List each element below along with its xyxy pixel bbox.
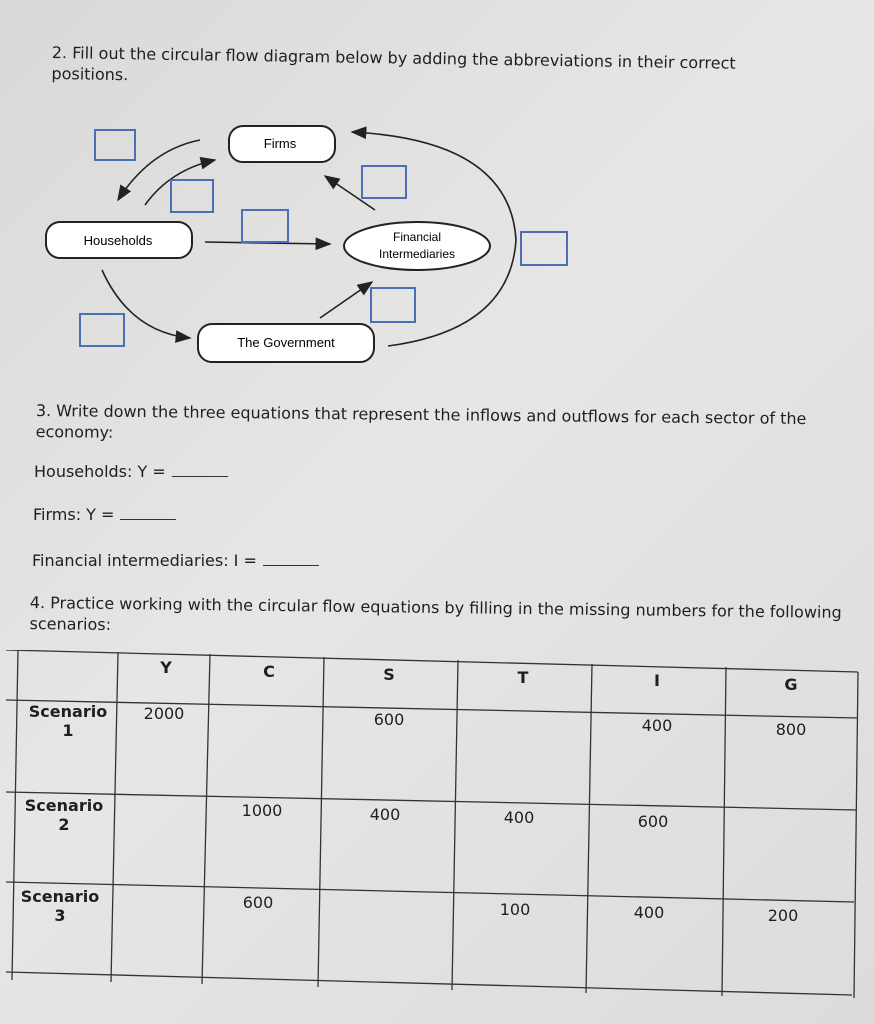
answer-box-1[interactable]	[95, 130, 135, 160]
scenario-3-g[interactable]: 200	[767, 906, 799, 925]
arrow-households-to-government	[102, 270, 190, 338]
financial-label-line2: Intermediaries	[378, 247, 456, 261]
households-equation-label: Households: Y =	[34, 462, 166, 481]
scenario-3-label-line1: Scenario	[20, 887, 100, 906]
scenario-3-c[interactable]: 600	[242, 893, 274, 912]
financial-label-line1: Financial	[392, 230, 442, 244]
arrow-government-to-financial	[320, 282, 372, 318]
firms-equation	[33, 505, 176, 524]
question-2-text: 2. Fill out the circular flow diagram below by adding the abbreviations in their correct positions.	[51, 42, 736, 85]
arrow-financial-to-firms	[325, 176, 375, 210]
question-3-text: 3. Write down the three equations that represent the inflows and outflows for each sector of the economy:	[35, 400, 807, 442]
firms-equation-blank[interactable]	[120, 505, 176, 520]
header-i: I	[654, 671, 660, 690]
answer-box-3[interactable]	[362, 166, 406, 198]
scenario-2-label-line2: 2	[58, 815, 70, 834]
scenario-3-label	[12, 887, 108, 925]
answer-box-4[interactable]	[242, 210, 288, 242]
header-g: G	[784, 675, 798, 694]
scenario-2-t[interactable]: 400	[503, 808, 535, 827]
scenario-1-s[interactable]: 600	[373, 710, 405, 729]
scenario-1-label-line2: 1	[62, 721, 74, 740]
scenario-3-i[interactable]: 400	[633, 903, 665, 922]
scenario-1-i[interactable]: 400	[641, 716, 673, 735]
government-node	[198, 324, 374, 362]
header-y: Y	[160, 658, 172, 677]
scenario-table	[6, 650, 860, 1000]
scenario-3-label-line2: 3	[54, 906, 66, 925]
answer-box-7[interactable]	[371, 288, 415, 322]
firms-equation-label: Firms: Y =	[33, 505, 115, 524]
header-c: C	[263, 662, 275, 681]
firms-label: Firms	[263, 136, 297, 151]
scenario-2-s[interactable]: 400	[369, 805, 401, 824]
financial-equation-blank[interactable]	[263, 551, 319, 566]
scenario-1-g[interactable]: 800	[775, 720, 807, 739]
arrow-households-to-firms	[145, 160, 215, 205]
scenario-2-i[interactable]: 600	[637, 812, 669, 831]
households-node	[46, 222, 192, 258]
header-s: S	[383, 665, 395, 684]
answer-box-5[interactable]	[521, 232, 567, 265]
answer-box-2[interactable]	[171, 180, 213, 212]
question-4-text: 4. Practice working with the circular flow equations by filling in the missing numbers for the following scenarios:	[29, 592, 842, 634]
financial-equation	[32, 551, 319, 570]
circular-flow-diagram	[0, 110, 874, 370]
scenario-2-c[interactable]: 1000	[241, 801, 283, 820]
table-grid-lines	[6, 650, 860, 1000]
scenario-1-label	[20, 702, 116, 740]
scenario-1-label-line1: Scenario	[28, 702, 108, 721]
households-equation-blank[interactable]	[172, 462, 228, 477]
header-t: T	[517, 668, 529, 687]
firms-node	[229, 126, 335, 162]
households-label: Households	[83, 233, 153, 248]
scenario-2-label-line1: Scenario	[24, 796, 104, 815]
scenario-3-t[interactable]: 100	[499, 900, 531, 919]
financial-intermediaries-node	[344, 222, 490, 270]
households-equation	[34, 462, 228, 481]
financial-equation-label: Financial intermediaries: I =	[32, 551, 257, 570]
scenario-1-y[interactable]: 2000	[143, 704, 185, 723]
scenario-2-label	[16, 796, 112, 834]
answer-box-6[interactable]	[80, 314, 124, 346]
government-label: The Government	[237, 335, 335, 350]
